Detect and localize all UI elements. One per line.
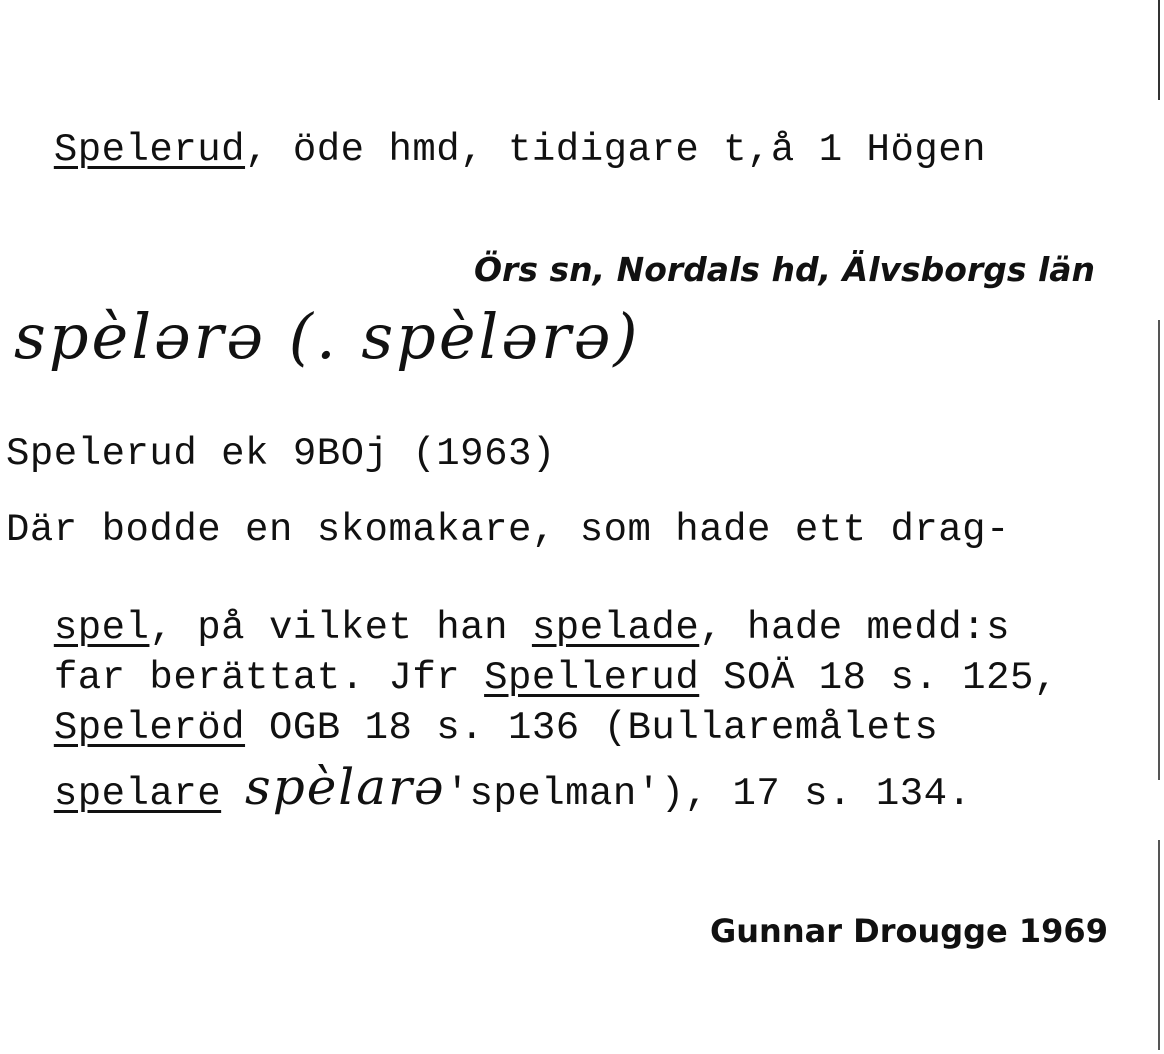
right-edge-mark: [1158, 320, 1160, 780]
right-edge-mark: [1158, 840, 1160, 1050]
signature: Gunnar Drougge 1969: [710, 912, 1108, 950]
body-line-3: far berättat. Jfr Spellerud SOÄ 18 s. 125,: [53, 656, 1058, 700]
underlined-term: spelade: [531, 606, 700, 650]
source-line: Spelerud ek 9BOj (1963): [6, 432, 556, 476]
underlined-term: spelare: [53, 772, 222, 816]
right-edge-line: [1158, 0, 1160, 100]
body-line-2: spel, på vilket han spelade, hade medd:s: [53, 606, 1010, 650]
headword: Spelerud: [53, 128, 246, 172]
header-description: , öde hmd, tidigare t,å 1 Högen: [245, 128, 987, 172]
handwritten-pronunciation: spèlərə (. spèlərə): [14, 300, 641, 373]
location-label: Örs sn, Nordals hd, Älvsborgs län: [474, 250, 1096, 289]
underlined-term: Spellerud: [484, 656, 700, 700]
body-line-1: Där bodde en skomakare, som hade ett drag-: [6, 508, 1010, 552]
body-line-4: Speleröd OGB 18 s. 136 (Bullaremålets: [53, 706, 939, 750]
body-line-5: spelare spèlarə'spelman'), 17 s. 134.: [53, 758, 972, 816]
handwritten-form: spèlarə: [245, 758, 446, 816]
underlined-term: Speleröd: [53, 706, 246, 750]
underlined-term: spel: [53, 606, 150, 650]
header-line: [6, 84, 986, 172]
